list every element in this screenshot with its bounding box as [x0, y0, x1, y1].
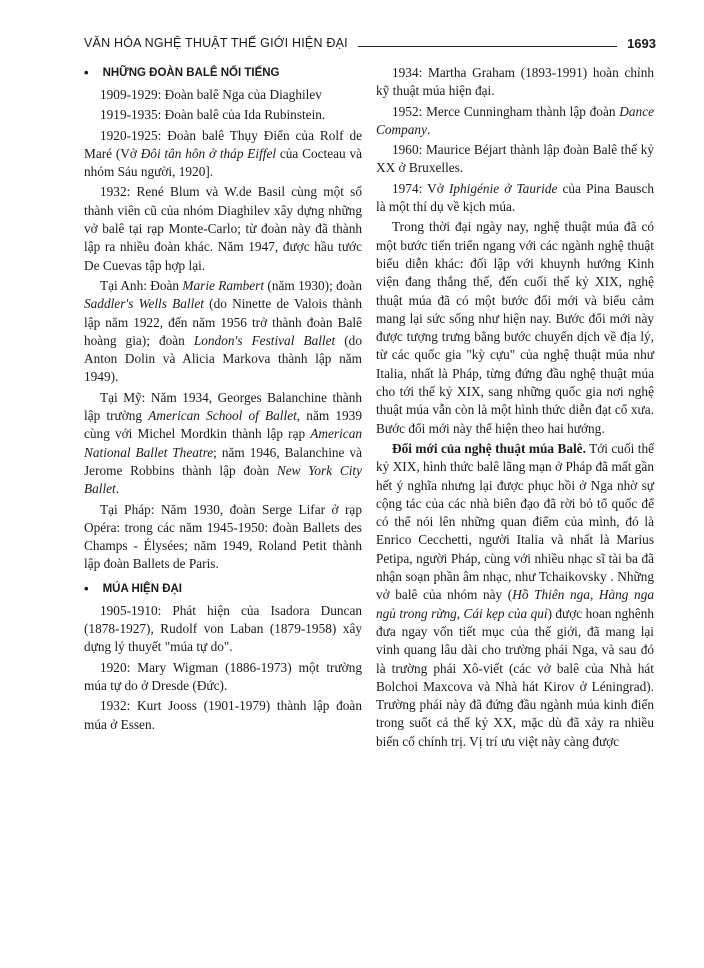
page-number: 1693: [627, 35, 656, 51]
header-rule: [358, 46, 617, 47]
bullet-icon: •: [84, 580, 89, 596]
section-heading-text: NHỮNG ĐOÀN BALÊ NỔI TIẾNG: [102, 67, 280, 79]
paragraph: 1952: Merce Cunningham thành lập đoàn Dance Company.: [376, 103, 654, 137]
right-column: [376, 64, 654, 751]
paragraph: 1934: Martha Graham (1893-1991) hoàn chỉnh kỹ thuật múa hiện đại.: [376, 65, 654, 99]
paragraph: 1932: Kurt Jooss (1901-1979) thành lập đoàn múa ở Essen.: [84, 698, 362, 732]
run-in-heading: Đổi mới của nghệ thuật múa Balê.: [392, 440, 586, 456]
section-heading-modern-dance: [84, 580, 362, 598]
bullet-icon: •: [84, 65, 89, 80]
running-title: VĂN HÓA NGHỆ THUẬT THẾ GIỚI HIỆN ĐẠI: [84, 36, 348, 50]
paragraph: Trong thời đại ngày nay, nghệ thuật múa đã có một bước tiến triển ngang với các ngành nghệ thuật biểu diễn khác: đối lập với khuynh hướng Kinh viện đang thắng thế, đến cuối thế kỷ XIX, nghệ thuật múa đã có một bước đổi mới và biểu cảm mang lại sức sống như hiện nay. Bước đổi mới này được tượng trưng bằng bước chuyển dịch về địa lý, từ các quốc gia "kỳ cựu" của nghệ thuật múa như Italia, nhất là Pháp, từng đứng đầu nghệ thuật múa cho tới thế kỷ XIX, sang những quốc gia nơi nghệ thuật múa vẫn còn là một hình thức diễn đạt cổ xưa. Bước đổi mới này thể hiện theo hai hướng.: [376, 219, 654, 436]
paragraph: 1974: Vở Iphigénie ở Tauride của Pina Bausch là một thí dụ về kịch múa.: [376, 180, 654, 215]
paragraph: 1905-1910: Phát hiện của Isadora Duncan (1878-1927), Rudolf von Laban (1879-1958) xây dựng lý thuyết "múa tự do".: [84, 602, 362, 655]
paragraph: 1909-1929: Đoàn balê Nga của Diaghilev: [100, 87, 322, 102]
paragraph: Tại Anh: Đoàn Marie Rambert (năm 1930); đoàn Saddler's Wells Ballet (do Ninette de Valois thành lập năm 1922, đến năm 1956 trở thành đoàn Balê hoàng gia); đoàn London's Festival Ballet (do Anton Dolin và Alicia Markova thành lập năm 1949).: [84, 277, 363, 385]
page-header: [84, 33, 656, 53]
paragraph: 1932: René Blum và W.de Basil cùng một số thành viên cũ của nhóm Diaghilev xây dựng những vở balê tại rạp Monte-Carlo; từ đoàn này đã thành lập ra nhiều đoàn khác. Năm 1947, được hầu tước De Cuevas tập hợp lại.: [84, 184, 362, 273]
left-column: [84, 64, 362, 734]
paragraph: Đổi mới của nghệ thuật múa Balê. Tới cuối thế kỷ XIX, hình thức balê lãng mạn ở Pháp đã mất gần hết ý nghĩa nhưng lại được phục hồi ở Nga nhờ sự cộng tác của các nhà biên đạo đã rời bỏ tổ quốc để có thể nói lên những quan điểm của mình, đó là Enrico Cecchetti, người Italia và nhất là Marius Petipa, người Pháp, cùng với nhiều nhạc sĩ tài ba đã nhận soạn phần âm nhạc, như Tchaikovsky . Những vở balê của nhóm này (Hồ Thiên nga, Hàng nga ngủ trong rừng, Cái kẹp của quỉ) được hoan nghênh đưa ngay vốn tiết mục của thế giới, đã mang lại vinh quang lâu dài cho trường phái Nga, và sau đó là trường phái Xô-viết (các vở balê của Nhà hát Bolchoi Maxcova và Nhà hát Kirov ở Léningrad). Trường phái này đã đứng đầu ngành múa kinh điển trong suốt cả thế kỷ XX, mặc dù đã xảy ra nhiều biến cố chính trị. Vị trí ưu việt này càng được: [376, 440, 654, 749]
section-heading-text: MÚA HIỆN ĐẠI: [102, 582, 182, 595]
paragraph: Tại Pháp: Năm 1930, đoàn Serge Lifar ở rạp Opéra: trong các năm 1945-1950: đoàn Ballets des Champs - Élysées; năm 1949, Roland Petit thành lập đoàn Ballets de Paris.: [84, 501, 362, 572]
paragraph: 1920: Mary Wigman (1886-1973) một trường múa tự do ở Dresde (Đức).: [84, 659, 362, 693]
section-heading-ballet-companies: [84, 64, 362, 82]
paragraph: 1960: Maurice Béjart thành lập đoàn Balê thế kỷ XX ở Bruxelles.: [376, 142, 654, 176]
paragraph: Tại Mỹ: Năm 1934, Georges Balanchine thành lập trường American School of Ballet, năm 1939 cùng với Michel Mordkin thành lập rạp American National Ballet Theatre; năm 1946, Balanchine và Jerome Robbins thành lập đoàn New York City Ballet.: [84, 389, 362, 497]
paragraph: 1920-1925: Đoàn balê Thụy Điển của Rolf de Maré (Vở Đôi tân hôn ở tháp Eiffel của Cocteau và nhóm Sáu người, 1920].: [84, 127, 363, 180]
paragraph: 1919-1935: Đoàn balê của Ida Rubinstein.: [100, 107, 326, 123]
